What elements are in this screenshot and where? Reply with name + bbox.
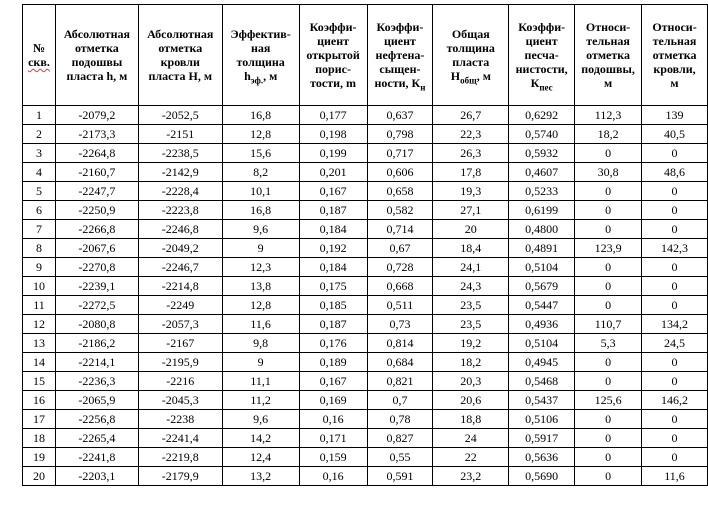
well-number-cell: 4 xyxy=(23,163,56,182)
table-cell: 24,5 xyxy=(642,334,708,353)
table-cell: -2265,4 xyxy=(55,429,138,448)
table-cell: 0,78 xyxy=(367,410,433,429)
column-header-line: подошвы xyxy=(71,55,123,69)
table-row xyxy=(23,467,708,486)
table-cell: 10,1 xyxy=(222,182,299,201)
table-cell: 9 xyxy=(222,239,299,258)
well-number-cell: 14 xyxy=(23,353,56,372)
table-cell: 0,5233 xyxy=(509,182,575,201)
table-cell: 0 xyxy=(575,258,642,277)
table-cell: 14,2 xyxy=(222,429,299,448)
column-header-line: открытой xyxy=(306,48,360,62)
table-cell: 9,6 xyxy=(222,220,299,239)
column-header-line: отметка xyxy=(652,48,697,62)
column-header-subscript: н xyxy=(420,82,426,93)
column-header-line: Абсолютная xyxy=(147,27,214,41)
well-number-cell: 9 xyxy=(23,258,56,277)
table-cell: -2239,1 xyxy=(55,277,138,296)
table-cell: 48,6 xyxy=(642,163,708,182)
table-cell: 0 xyxy=(642,410,708,429)
table-cell: 0,821 xyxy=(367,372,433,391)
table-cell: 0,16 xyxy=(299,410,367,429)
column-header-line: циент xyxy=(383,34,416,48)
table-cell: 0,187 xyxy=(299,315,367,334)
column-header-line: песча- xyxy=(524,48,559,62)
table-row xyxy=(23,106,708,125)
table-row xyxy=(23,448,708,467)
table-cell: 20 xyxy=(433,220,509,239)
well-number-cell: 6 xyxy=(23,201,56,220)
table-cell: 0 xyxy=(575,448,642,467)
table-cell: 0,6292 xyxy=(509,106,575,125)
table-cell: 0,4607 xyxy=(509,163,575,182)
table-cell: -2195,9 xyxy=(138,353,222,372)
table-cell: -2142,9 xyxy=(138,163,222,182)
table-cell: 0,16 xyxy=(299,467,367,486)
table-cell: 0,5917 xyxy=(509,429,575,448)
well-number-cell: 19 xyxy=(23,448,56,467)
table-cell: 110,7 xyxy=(575,315,642,334)
table-cell: 18,2 xyxy=(575,125,642,144)
table-cell: 0,684 xyxy=(367,353,433,372)
column-header xyxy=(23,5,56,106)
table-cell: -2241,4 xyxy=(138,429,222,448)
table-cell: -2179,9 xyxy=(138,467,222,486)
table-cell: 0,4945 xyxy=(509,353,575,372)
well-number-cell: 18 xyxy=(23,429,56,448)
table-cell: 0 xyxy=(575,353,642,372)
table-cell: 30,8 xyxy=(575,163,642,182)
table-cell: 13,8 xyxy=(222,277,299,296)
table-cell: 0 xyxy=(642,220,708,239)
table-cell: 15,6 xyxy=(222,144,299,163)
table-cell: -2238,5 xyxy=(138,144,222,163)
table-cell: 142,3 xyxy=(642,239,708,258)
column-header-line xyxy=(370,76,431,93)
table-cell: 0,4936 xyxy=(509,315,575,334)
table-cell: 0 xyxy=(642,201,708,220)
column-header-line: № xyxy=(32,41,45,55)
table-cell: 12,8 xyxy=(222,296,299,315)
well-number-cell: 8 xyxy=(23,239,56,258)
table-cell: 18,8 xyxy=(433,410,509,429)
table-row xyxy=(23,391,708,410)
column-header xyxy=(138,5,222,106)
well-number-cell: 13 xyxy=(23,334,56,353)
table-cell: 20,3 xyxy=(433,372,509,391)
column-header-line: тельная xyxy=(652,34,697,48)
table-cell: 18,2 xyxy=(433,353,509,372)
table-cell: 11,6 xyxy=(222,315,299,334)
well-number-cell: 12 xyxy=(23,315,56,334)
table-cell: 0,5932 xyxy=(509,144,575,163)
table-cell: -2219,8 xyxy=(138,448,222,467)
table-cell: 0 xyxy=(642,296,708,315)
table-cell: 0,5106 xyxy=(509,410,575,429)
table-cell: -2236,3 xyxy=(55,372,138,391)
table-cell: 0,5104 xyxy=(509,334,575,353)
column-header-line: Эффектив- xyxy=(230,27,291,41)
table-cell: -2045,3 xyxy=(138,391,222,410)
column-header-line: Коэффи- xyxy=(518,20,566,34)
column-header-line: ная xyxy=(250,41,271,55)
table-cell: 9,8 xyxy=(222,334,299,353)
table-row xyxy=(23,410,708,429)
table-cell: 0,728 xyxy=(367,258,433,277)
table-cell: 0,167 xyxy=(299,372,367,391)
column-header-line: Общая xyxy=(451,27,490,41)
table-cell: 0,176 xyxy=(299,334,367,353)
column-header-line: толщина xyxy=(446,41,495,55)
column-header-line: ности, К xyxy=(374,76,421,90)
table-cell: 139 xyxy=(642,106,708,125)
column-header xyxy=(367,5,433,106)
column-header xyxy=(575,5,642,106)
column-header-line: , м xyxy=(476,69,491,83)
column-header-line: Абсолютная xyxy=(63,27,131,41)
well-number-cell: 15 xyxy=(23,372,56,391)
table-cell: 23,2 xyxy=(433,467,509,486)
table-row xyxy=(23,201,708,220)
table-cell: 0 xyxy=(642,277,708,296)
column-header-line: подошвы, xyxy=(581,62,635,76)
table-row xyxy=(23,429,708,448)
column-header-line xyxy=(225,69,297,86)
table-cell: 0 xyxy=(642,144,708,163)
table-cell: 22 xyxy=(433,448,509,467)
table-cell: 0 xyxy=(642,182,708,201)
table-cell: 0,4800 xyxy=(509,220,575,239)
table-row xyxy=(23,220,708,239)
table-cell: 0,5104 xyxy=(509,258,575,277)
table-cell: 11,2 xyxy=(222,391,299,410)
table-cell: 0 xyxy=(575,220,642,239)
table-cell: 0 xyxy=(642,429,708,448)
column-header-subscript: эф. xyxy=(250,75,264,86)
table-cell: 0,5740 xyxy=(509,125,575,144)
column-header-subscript: пес xyxy=(539,82,553,93)
table-cell: -2203,1 xyxy=(55,467,138,486)
table-cell: 0 xyxy=(575,372,642,391)
column-header-line: скв. xyxy=(28,55,50,69)
table-row xyxy=(23,182,708,201)
table-cell: -2052,5 xyxy=(138,106,222,125)
well-number-cell: 17 xyxy=(23,410,56,429)
table-cell: 0,184 xyxy=(299,258,367,277)
column-header-line: тельная xyxy=(586,34,630,48)
table-cell: 9,6 xyxy=(222,410,299,429)
column-header-line: кровли xyxy=(160,55,200,69)
column-header-line xyxy=(435,69,506,86)
column-header xyxy=(642,5,708,106)
table-cell: 0,606 xyxy=(367,163,433,182)
table-cell: 24,3 xyxy=(433,277,509,296)
table-cell: -2049,2 xyxy=(138,239,222,258)
table-cell: 0,184 xyxy=(299,220,367,239)
table-cell: 19,3 xyxy=(433,182,509,201)
table-cell: 12,8 xyxy=(222,125,299,144)
table-cell: -2250,9 xyxy=(55,201,138,220)
table-cell: -2256,8 xyxy=(55,410,138,429)
table-cell: 23,5 xyxy=(433,315,509,334)
table-cell: 0 xyxy=(575,277,642,296)
table-cell: 0 xyxy=(575,467,642,486)
table-cell: -2079,2 xyxy=(55,106,138,125)
column-header-line: пласта xyxy=(452,55,490,69)
table-cell: 0,714 xyxy=(367,220,433,239)
table-cell: 0,717 xyxy=(367,144,433,163)
table-cell: 26,3 xyxy=(433,144,509,163)
table-cell: 112,3 xyxy=(575,106,642,125)
column-header-line: циент xyxy=(317,34,350,48)
table-cell: -2216 xyxy=(138,372,222,391)
table-cell: 12,4 xyxy=(222,448,299,467)
table-row xyxy=(23,372,708,391)
table-cell: 0,192 xyxy=(299,239,367,258)
table-cell: 0,827 xyxy=(367,429,433,448)
table-cell: -2249 xyxy=(138,296,222,315)
column-header-line: тости, m xyxy=(310,76,356,90)
table-cell: -2173,3 xyxy=(55,125,138,144)
table-body xyxy=(23,106,708,486)
column-header-subscript: общ xyxy=(460,75,477,86)
table-cell: 0,187 xyxy=(299,201,367,220)
table-cell: 11,6 xyxy=(642,467,708,486)
well-number-cell: 5 xyxy=(23,182,56,201)
table-cell: -2167 xyxy=(138,334,222,353)
table-cell: 0,55 xyxy=(367,448,433,467)
table-row xyxy=(23,144,708,163)
table-cell: 20,6 xyxy=(433,391,509,410)
table-cell: 19,2 xyxy=(433,334,509,353)
well-number-cell: 7 xyxy=(23,220,56,239)
well-number-cell: 16 xyxy=(23,391,56,410)
column-header-line: h xyxy=(244,69,251,83)
table-row xyxy=(23,125,708,144)
column-header xyxy=(55,5,138,106)
table-cell: 0,177 xyxy=(299,106,367,125)
table-cell: -2264,8 xyxy=(55,144,138,163)
table-cell: 0 xyxy=(642,448,708,467)
table-cell: 17,8 xyxy=(433,163,509,182)
well-number-cell: 2 xyxy=(23,125,56,144)
column-header-line: толщина xyxy=(236,55,285,69)
table-cell: 0,5437 xyxy=(509,391,575,410)
column-header xyxy=(509,5,575,106)
column-header-line: м xyxy=(670,76,679,90)
column-header-line: порис- xyxy=(315,62,351,76)
column-header-line: пласта H, м xyxy=(148,69,213,83)
table-cell: 22,3 xyxy=(433,125,509,144)
column-header xyxy=(299,5,367,106)
table-cell: 123,9 xyxy=(575,239,642,258)
column-header xyxy=(433,5,509,106)
column-header-line: Коэффи- xyxy=(309,20,357,34)
column-header-line: циент xyxy=(525,34,558,48)
table-cell: 0 xyxy=(642,353,708,372)
column-header-line xyxy=(511,76,572,93)
table-row xyxy=(23,315,708,334)
table-cell: -2247,7 xyxy=(55,182,138,201)
table-cell: 0,67 xyxy=(367,239,433,258)
table-cell: -2223,8 xyxy=(138,201,222,220)
column-header xyxy=(222,5,299,106)
table-cell: -2067,6 xyxy=(55,239,138,258)
table-cell: 0,6199 xyxy=(509,201,575,220)
table-cell: 0,511 xyxy=(367,296,433,315)
table-cell: 0,159 xyxy=(299,448,367,467)
table-cell: -2080,8 xyxy=(55,315,138,334)
table-cell: 0,198 xyxy=(299,125,367,144)
column-header-line: , м xyxy=(263,69,278,83)
table-cell: -2057,3 xyxy=(138,315,222,334)
table-cell: 0 xyxy=(575,429,642,448)
table-cell: 0,175 xyxy=(299,277,367,296)
column-header-line: Коэффи- xyxy=(376,20,424,34)
table-cell: 0,167 xyxy=(299,182,367,201)
table-cell: -2272,5 xyxy=(55,296,138,315)
table-cell: 125,6 xyxy=(575,391,642,410)
table-cell: -2241,8 xyxy=(55,448,138,467)
table-cell: -2214,1 xyxy=(55,353,138,372)
well-number-cell: 11 xyxy=(23,296,56,315)
table-cell: 0,169 xyxy=(299,391,367,410)
table-cell: 0 xyxy=(642,372,708,391)
well-number-cell: 3 xyxy=(23,144,56,163)
well-number-cell: 1 xyxy=(23,106,56,125)
table-row xyxy=(23,334,708,353)
table-cell: 0,189 xyxy=(299,353,367,372)
table-cell: 0,668 xyxy=(367,277,433,296)
column-header-line: сыщен- xyxy=(379,62,421,76)
table-cell: 27,1 xyxy=(433,201,509,220)
table-row xyxy=(23,239,708,258)
table-cell: 24 xyxy=(433,429,509,448)
table-cell: 12,3 xyxy=(222,258,299,277)
column-header-line: отметка xyxy=(158,41,203,55)
table-cell: 40,5 xyxy=(642,125,708,144)
column-header-line: К xyxy=(530,76,540,90)
table-cell: 0,591 xyxy=(367,467,433,486)
table-cell: 0,4891 xyxy=(509,239,575,258)
column-header-line: Относи- xyxy=(585,20,631,34)
table-cell: 0,171 xyxy=(299,429,367,448)
column-header-line: отметка xyxy=(586,48,631,62)
table-cell: -2270,8 xyxy=(55,258,138,277)
table-cell: 0,185 xyxy=(299,296,367,315)
table-cell: -2238 xyxy=(138,410,222,429)
table-cell: 8,2 xyxy=(222,163,299,182)
table-cell: -2266,8 xyxy=(55,220,138,239)
table-cell: -2246,8 xyxy=(138,220,222,239)
column-header-line: нефтена- xyxy=(375,48,425,62)
table-cell: -2246,7 xyxy=(138,258,222,277)
column-header-line: отметка xyxy=(74,41,119,55)
table-cell: 0,582 xyxy=(367,201,433,220)
table-header-row xyxy=(23,5,708,106)
column-header-line: кровли, xyxy=(653,62,696,76)
well-number-cell: 10 xyxy=(23,277,56,296)
table-cell: 24,1 xyxy=(433,258,509,277)
table-cell: 134,2 xyxy=(642,315,708,334)
table-cell: 0 xyxy=(642,258,708,277)
table-cell: -2151 xyxy=(138,125,222,144)
table-cell: -2228,4 xyxy=(138,182,222,201)
table-cell: 0,798 xyxy=(367,125,433,144)
table-cell: 11,1 xyxy=(222,372,299,391)
table-cell: 0,199 xyxy=(299,144,367,163)
table-cell: 0,73 xyxy=(367,315,433,334)
table-cell: 9 xyxy=(222,353,299,372)
table-cell: 0,5690 xyxy=(509,467,575,486)
table-cell: -2065,9 xyxy=(55,391,138,410)
table-cell: 0 xyxy=(575,182,642,201)
table-cell: 0,814 xyxy=(367,334,433,353)
column-header-line: Относи- xyxy=(652,20,697,34)
table-cell: 23,5 xyxy=(433,296,509,315)
table-cell: 0,5468 xyxy=(509,372,575,391)
table-cell: 0,5636 xyxy=(509,448,575,467)
table-cell: 16,8 xyxy=(222,106,299,125)
table-row xyxy=(23,258,708,277)
table-cell: 18,4 xyxy=(433,239,509,258)
table-cell: -2186,2 xyxy=(55,334,138,353)
table-cell: 0 xyxy=(575,144,642,163)
column-header-line: нистости, xyxy=(515,62,568,76)
table-cell: 5,3 xyxy=(575,334,642,353)
table-cell: -2160,7 xyxy=(55,163,138,182)
column-header-line: м xyxy=(603,76,613,90)
table-cell: 0,637 xyxy=(367,106,433,125)
table-cell: 0 xyxy=(575,201,642,220)
column-header-line: пласта h, м xyxy=(66,69,128,83)
table-cell: 0,5447 xyxy=(509,296,575,315)
table-cell: 0 xyxy=(575,296,642,315)
table-row xyxy=(23,163,708,182)
well-data-table xyxy=(22,4,708,486)
table-cell: 146,2 xyxy=(642,391,708,410)
table-row xyxy=(23,353,708,372)
table-cell: 0 xyxy=(575,410,642,429)
column-header-line: H xyxy=(450,69,461,83)
table-cell: 0,201 xyxy=(299,163,367,182)
table-row xyxy=(23,296,708,315)
table-cell: 0,5679 xyxy=(509,277,575,296)
well-number-cell: 20 xyxy=(23,467,56,486)
table-cell: 16,8 xyxy=(222,201,299,220)
table-row xyxy=(23,277,708,296)
table-cell: 0,658 xyxy=(367,182,433,201)
table-cell: -2214,8 xyxy=(138,277,222,296)
table-cell: 0,7 xyxy=(367,391,433,410)
table-cell: 13,2 xyxy=(222,467,299,486)
table-cell: 26,7 xyxy=(433,106,509,125)
